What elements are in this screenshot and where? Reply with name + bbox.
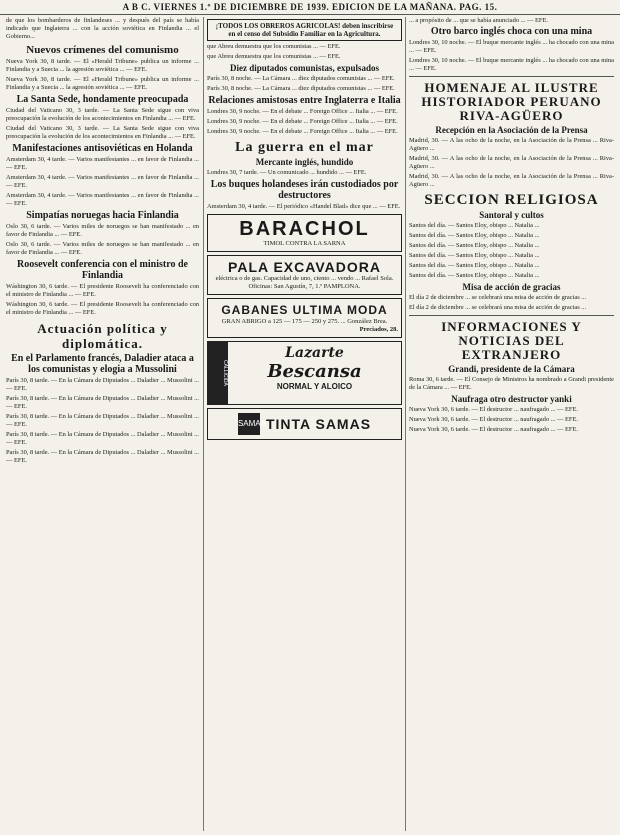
column-1 xyxy=(6,17,199,831)
ad-barachol xyxy=(207,214,402,252)
subheadline: Santoral y cultos xyxy=(479,210,544,220)
article-text: Londres 30, 9 noche. — En el debate ... Foreign Office ... Italia ... — EFE. xyxy=(207,118,398,125)
ad-logo: SAMAS xyxy=(238,413,260,435)
ad-tagline: NORMAL Y ALOICO xyxy=(276,382,353,391)
article-text: París 30, 8 noche. — La Cámara ... diez diputados comunistas ... — EFE. xyxy=(207,85,395,92)
article-text: París 30, 8 tarde. — En la Cámara de Diputados ... Daladier ... Mussolini ... — EFE. xyxy=(6,377,199,392)
column-3 xyxy=(409,17,614,831)
ad-tinta xyxy=(207,408,402,440)
headline: Otro barco inglés choca con una mina xyxy=(430,26,593,37)
ad-bescansa xyxy=(207,341,402,405)
article-text: que Abreu demuestra que los comunistas ... — EFE. xyxy=(207,43,341,50)
article-text: Londres 30, 9 noche. — En el debate ... Foreign Office ... Italia ... — EFE. xyxy=(207,108,398,115)
section-headline: Actuación política y diplomática. xyxy=(37,321,168,351)
headline: Relaciones amistosas entre Inglaterra e Italia xyxy=(208,95,401,106)
ad-side-label: CALLICIDA xyxy=(208,342,228,404)
ad-title: GABANES ULTIMA MODA xyxy=(221,303,388,317)
article-text: París 30, 8 tarde. — En la Cámara de Diputados ... Daladier ... Mussolini ... — EFE. xyxy=(6,431,199,446)
article-text: Londres 30, 7 tarde. — Un comunicado ... hundido ... — EFE. xyxy=(207,169,367,176)
section-headline: INFORMACIONES Y NOTICIAS DEL EXTRANJERO xyxy=(441,319,582,362)
article-text: Amsterdam 30, 4 tarde. — Varios manifestantes ... en favor de Finlandia ... — EFE. xyxy=(6,174,199,189)
article-text: París 30, 8 noche. — La Cámara ... diez diputados comunistas ... — EFE. xyxy=(207,75,395,82)
article-text: Santos del día. — Santos Eloy, obispo ... Natalia ... xyxy=(409,252,540,259)
ad-script-text: Lazarte xyxy=(285,345,344,361)
notice-box xyxy=(207,19,402,41)
ad-address: Preciados, 28. xyxy=(359,326,398,333)
article-text: Londres 30, 9 noche. — En el debate ... Foreign Office ... Italia ... — EFE. xyxy=(207,128,398,135)
article-text: Santos del día. — Santos Eloy, obispo ... Natalia ... xyxy=(409,222,540,229)
article-text: Santos del día. — Santos Eloy, obispo ... Natalia ... xyxy=(409,272,540,279)
article-text: ... a propósito de ... que se había anunciado ... — EFE. xyxy=(409,17,548,24)
article-text: Roma 30, 6 tarde. — El Consejo de Ministros ha nombrado a Grandi presidente de la Cámara ... — EFE. xyxy=(409,376,614,391)
article-text: Londres 30, 10 noche. — El buque mercante inglés ... ha chocado con una mina ... — EFE. xyxy=(409,57,614,72)
article-text: que Abreu demuestra que los comunistas ... — EFE. xyxy=(207,53,341,60)
divider xyxy=(409,315,614,316)
ad-brand: Bescansa xyxy=(267,361,362,382)
article-text: Amsterdam 30, 4 tarde. — El periódico «Handel Blad» dice que ... — EFE. xyxy=(207,203,401,210)
article-text: Madrid, 30. — A las ocho de la noche, en la Asociación de la Prensa ... Riva-Agüero ... xyxy=(409,155,614,170)
ad-title: BARACHOL xyxy=(239,218,370,240)
article-text: Oslo 30, 6 tarde. — Varios miles de noruegos se han manifestado ... en favor de Finlandia ... — EFE. xyxy=(6,241,199,256)
article-text: Oslo 30, 6 tarde. — Varios miles de noruegos se han manifestado ... en favor de Finlandia ... — EFE. xyxy=(6,223,199,238)
headline: Roosevelt conferencia con el ministro de Finlandia xyxy=(17,259,188,281)
article-text: Santos del día. — Santos Eloy, obispo ... Natalia ... xyxy=(409,262,540,269)
article-text: Nueva York 30, 8 tarde. — El «Herald Tribune» publica un informe ... Finlandia y a Suecia ... la agresión soviética ... — EFE. xyxy=(6,76,199,91)
ad-pala xyxy=(207,255,402,295)
column-rule xyxy=(405,17,406,831)
ad-text: eléctrica o de gas. Capacidad de uno, ciento ... vendo ... Rafael Sola. Oficinas: San Agustín, 7, 1.º PAMPLONA. xyxy=(215,275,394,290)
article-text: Ciudad del Vaticano 30, 3 tarde. — La Santa Sede sigue con viva preocupación la evolución de los acontecimientos en Finlandia ... — EFE. xyxy=(6,125,199,140)
article-text: Wáshington 30, 6 tarde. — El presidente Roosevelt ha conferenciado con el ministro de Finlandia ... — EFE. xyxy=(6,283,199,298)
article-text: Nueva York 30, 6 tarde. — El destructor ... naufragado ... — EFE. xyxy=(409,416,578,423)
article-text: Nueva York 30, 6 tarde. — El destructor ... naufragado ... — EFE. xyxy=(409,406,578,413)
ad-main xyxy=(228,342,401,404)
article-text: París 30, 8 tarde. — En la Cámara de Diputados ... Daladier ... Mussolini ... — EFE. xyxy=(6,395,199,410)
column-rule xyxy=(203,17,204,831)
article-text: Madrid, 30. — A las ocho de la noche, en la Asociación de la Prensa ... Riva-Agüero ... xyxy=(409,173,614,188)
article-text: Nueva York 30, 8 tarde. — El «Herald Tribune» publica un informe ... Finlandia y a Suecia ... la agresión soviética ... — EFE. xyxy=(6,58,199,73)
ad-gabanes xyxy=(207,298,402,338)
article-text: Santos del día. — Santos Eloy, obispo ... Natalia ... xyxy=(409,232,540,239)
headline: Misa de acción de gracias xyxy=(462,282,561,292)
column-2 xyxy=(207,17,402,831)
headline: En el Parlamento francés, Daladier ataca a los comunistas y elogia a Mussolini xyxy=(11,353,194,375)
section-headline: La guerra en el mar xyxy=(235,140,374,155)
article-text: El día 2 de diciembre ... se celebrará una misa de acción de gracias ... xyxy=(409,294,587,301)
headline: Nuevos crímenes del comunismo xyxy=(26,44,179,56)
ad-title: TINTA SAMAS xyxy=(265,416,372,432)
ad-subtitle: TIMOL CONTRA LA SARNA xyxy=(263,240,346,247)
ad-text: GRAN ABRIGO a 125 — 175 — 250 y 275. ... González Brea. xyxy=(221,318,388,325)
notice-title: ¡TODOS LOS OBREROS AGRICOLAS! deben inscribirse en el censo del Subsidio Familiar en la Agricultura. xyxy=(215,22,394,38)
article-text: de que los bombarderos de finlandeses ... y después del país se había indicado que Inglaterra ... con la acción soviética en Finlandia ... el Gobierno... xyxy=(6,17,199,40)
article-text: París 30, 8 tarde. — En la Cámara de Diputados ... Daladier ... Mussolini ... — EFE. xyxy=(6,413,199,428)
article-text: Wáshington 30, 6 tarde. — El presidente Roosevelt ha conferenciado con el ministro de Finlandia ... — EFE. xyxy=(6,301,199,316)
article-text: Madrid, 30. — A las ocho de la noche, en la Asociación de la Prensa ... Riva-Agüero ... xyxy=(409,137,614,152)
subheadline: Recepción en la Asociación de la Prensa xyxy=(435,125,588,135)
article-text: Nueva York 30, 6 tarde. — El destructor ... naufragado ... — EFE. xyxy=(409,426,578,433)
article-text: Ciudad del Vaticano 30, 3 tarde. — La Santa Sede sigue con viva preocupación la evolución de los acontecimientos en Finlandia ... — EFE. xyxy=(6,107,199,122)
headline: Los buques holandeses irán custodiados por destructores xyxy=(210,179,399,201)
masthead: A B C. VIERNES 1.º DE DICIEMBRE DE 1939. EDICION DE LA MAÑANA. PAG. 15. xyxy=(0,0,620,15)
article-text: Santos del día. — Santos Eloy, obispo ... Natalia ... xyxy=(409,242,540,249)
headline: Naufraga otro destructor yanki xyxy=(451,394,572,404)
section-headline: HOMENAJE AL ILUSTRE HISTORIADOR PERUANO RIVA-AGÜERO xyxy=(421,80,602,123)
headline: Simpatías noruegas hacia Finlandia xyxy=(26,210,179,221)
divider xyxy=(409,76,614,77)
article-text: El día 2 de diciembre ... se celebrará una misa de acción de gracias ... xyxy=(409,304,587,311)
headline: La Santa Sede, hondamente preocupada xyxy=(16,94,189,105)
headline: Grandi, presidente de la Cámara xyxy=(448,364,575,374)
article-text: Amsterdam 30, 4 tarde. — Varios manifestantes ... en favor de Finlandia ... — EFE. xyxy=(6,192,199,207)
headline: Diez diputados comunistas, expulsados xyxy=(229,63,380,73)
ad-title: PALA EXCAVADORA xyxy=(228,259,381,275)
headline: Manifestaciones antisoviéticas en Holanda xyxy=(12,143,193,154)
article-text: Amsterdam 30, 4 tarde. — Varios manifestantes ... en favor de Finlandia ... — EFE. xyxy=(6,156,199,171)
headline: Mercante inglés, hundido xyxy=(255,157,354,167)
article-text: París 30, 8 tarde. — En la Cámara de Diputados ... Daladier ... Mussolini ... — EFE. xyxy=(6,449,199,464)
section-headline: SECCION RELIGIOSA xyxy=(424,192,599,208)
article-text: Londres 30, 10 noche. — El buque mercante inglés ... ha chocado con una mina ... — EFE. xyxy=(409,39,614,54)
